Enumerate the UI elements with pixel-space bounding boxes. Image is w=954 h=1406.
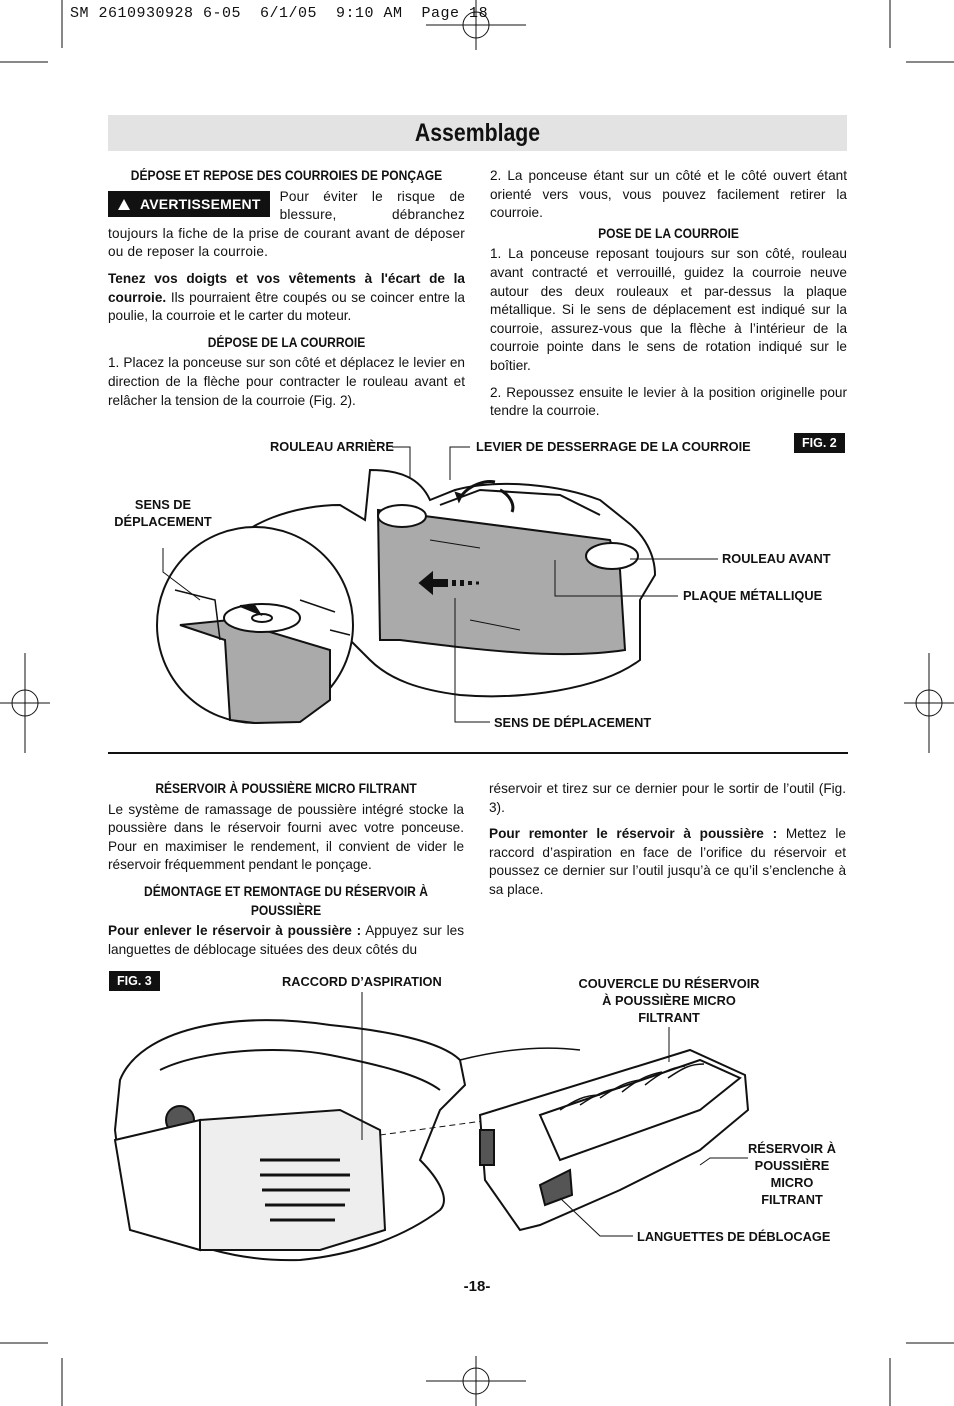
fig2-sander-drawing xyxy=(157,447,718,723)
label-canister-line1: RÉSERVOIR À xyxy=(748,1141,836,1156)
fingers-text: Ils pourraient être coupés ou se coincer entre la poulie, la courroie et le carter du moteur. xyxy=(108,289,465,324)
bottom-right-column xyxy=(489,780,846,908)
label-canister-line3: MICRO xyxy=(770,1175,814,1190)
warning-icon xyxy=(118,199,130,210)
label-canister-lid-line1: COUVERCLE DU RÉSERVOIR xyxy=(578,976,760,991)
label-direction-top xyxy=(108,496,218,530)
install-heading: POSE DE LA COURROIE xyxy=(598,225,739,241)
label-canister-line2: POUSSIÈRE xyxy=(754,1158,830,1173)
label-canister xyxy=(740,1140,844,1208)
refit-text: Mettez le raccord d’aspiration en face de l’orifice du réservoir et poussez ce dernier sur l’outil jusqu’à ce qu’il s’enclenche à sa place. xyxy=(489,826,846,897)
refit-bold: Pour remonter le réservoir à poussière : xyxy=(489,826,778,842)
label-canister-lid-line2: À POUSSIÈRE MICRO xyxy=(602,993,736,1008)
fig2-tag: FIG. 2 xyxy=(794,433,845,453)
remove-bold: Pour enlever le réservoir à poussière : xyxy=(108,923,362,939)
print-slug: SM 2610930928 6-05 6/1/05 9:10 AM Page 18 xyxy=(70,5,489,22)
section-heading: DÉPOSE ET REPOSE DES COURROIES DE PONÇAGE xyxy=(130,168,443,183)
label-direction-top-line2: DÉPLACEMENT xyxy=(114,514,212,529)
section-divider xyxy=(108,752,848,754)
removal-heading: DÉPOSE DE LA COURROIE xyxy=(207,334,366,350)
fingers-bold: Tenez vos doigts et vos vêtements à l'écart de la courroie. xyxy=(108,270,465,305)
fig3-sander-canister-drawing xyxy=(115,992,748,1260)
canister-refit-paragraph xyxy=(489,825,846,899)
label-vacuum-adapter: RACCORD D’ASPIRATION xyxy=(282,974,442,989)
label-release-tabs: LANGUETTES DE DÉBLOCAGE xyxy=(637,1229,831,1244)
dust-canister-heading: RÉSERVOIR À POUSSIÈRE MICRO FILTRANT xyxy=(155,781,417,796)
right-column xyxy=(490,167,847,429)
label-canister-line4: FILTRANT xyxy=(761,1192,823,1207)
removal-step-2: 2. La ponceuse étant sur un côté et le côté ouvert étant orienté vers vous, vous pouvez facilement retirer la courroie. xyxy=(490,168,847,221)
page-number: -18- xyxy=(463,1278,491,1295)
label-canister-lid-line3: FILTRANT xyxy=(638,1010,700,1025)
warning-text: Pour éviter le risque de blessure, débranchez toujours la fiche de la prise de courant avant de déposer ou de reposer la courroie. xyxy=(108,188,465,260)
fingers-paragraph xyxy=(108,270,465,326)
dust-canister-paragraph: Le système de ramassage de poussière intégré stocke la poussière dans le réservoir fourni avec votre ponceuse. Pour en maximiser le rendement, il convient de vider le réservoir fréquemment pendant le ponçage. xyxy=(108,801,464,873)
canister-removal-heading: DÉMONTAGE ET REMONTAGE DU RÉSERVOIR À POUSSIÈRE xyxy=(144,883,428,918)
install-step-1: 1. La ponceuse reposant toujours sur son côté, rouleau avant contracté et verrouillé, guidez la courroie neuve autour des deux rouleaux et par-dessus la plaque métallique. Si le sens de déplacement est indiqué sur la courroie, assurez-vous que la flèche à l’intérieur de la courroie pointe dans le sens de rotation indiqué sur le boîtier. xyxy=(490,246,847,373)
install-step-2: 2. Repoussez ensuite le levier à la position originelle pour tendre la courroie. xyxy=(490,384,847,419)
label-rear-roller: ROULEAU ARRIÈRE xyxy=(270,439,394,454)
label-direction-top-line1: SENS DE xyxy=(134,497,192,512)
canister-removal-paragraph xyxy=(108,922,464,959)
warning-label: AVERTISSEMENT xyxy=(140,195,261,212)
title-banner xyxy=(108,115,847,151)
label-front-roller: ROULEAU AVANT xyxy=(722,551,831,566)
page-title: Assemblage xyxy=(414,119,541,147)
bottom-left-column xyxy=(108,780,464,967)
removal-step-1: 1. Placez la ponceuse sur son côté et déplacez le levier en direction de la flèche pour contracter le rouleau avant et relâcher la tension de la courroie (Fig. 2). xyxy=(108,355,465,408)
label-release-lever: LEVIER DE DESSERRAGE DE LA COURROIE xyxy=(476,439,751,454)
label-canister-lid xyxy=(569,975,769,1026)
remove-text: Appuyez sur les languettes de déblocage situées des deux côtés du xyxy=(108,923,464,957)
label-direction-bottom: SENS DE DÉPLACEMENT xyxy=(494,715,652,730)
fig3-tag: FIG. 3 xyxy=(109,971,160,991)
warning-badge xyxy=(108,191,270,217)
canister-removal-cont: réservoir et tirez sur ce dernier pour le sortir de l’outil (Fig. 3). xyxy=(489,781,846,815)
label-metal-plate: PLAQUE MÉTALLIQUE xyxy=(683,588,823,603)
left-column xyxy=(108,167,465,418)
